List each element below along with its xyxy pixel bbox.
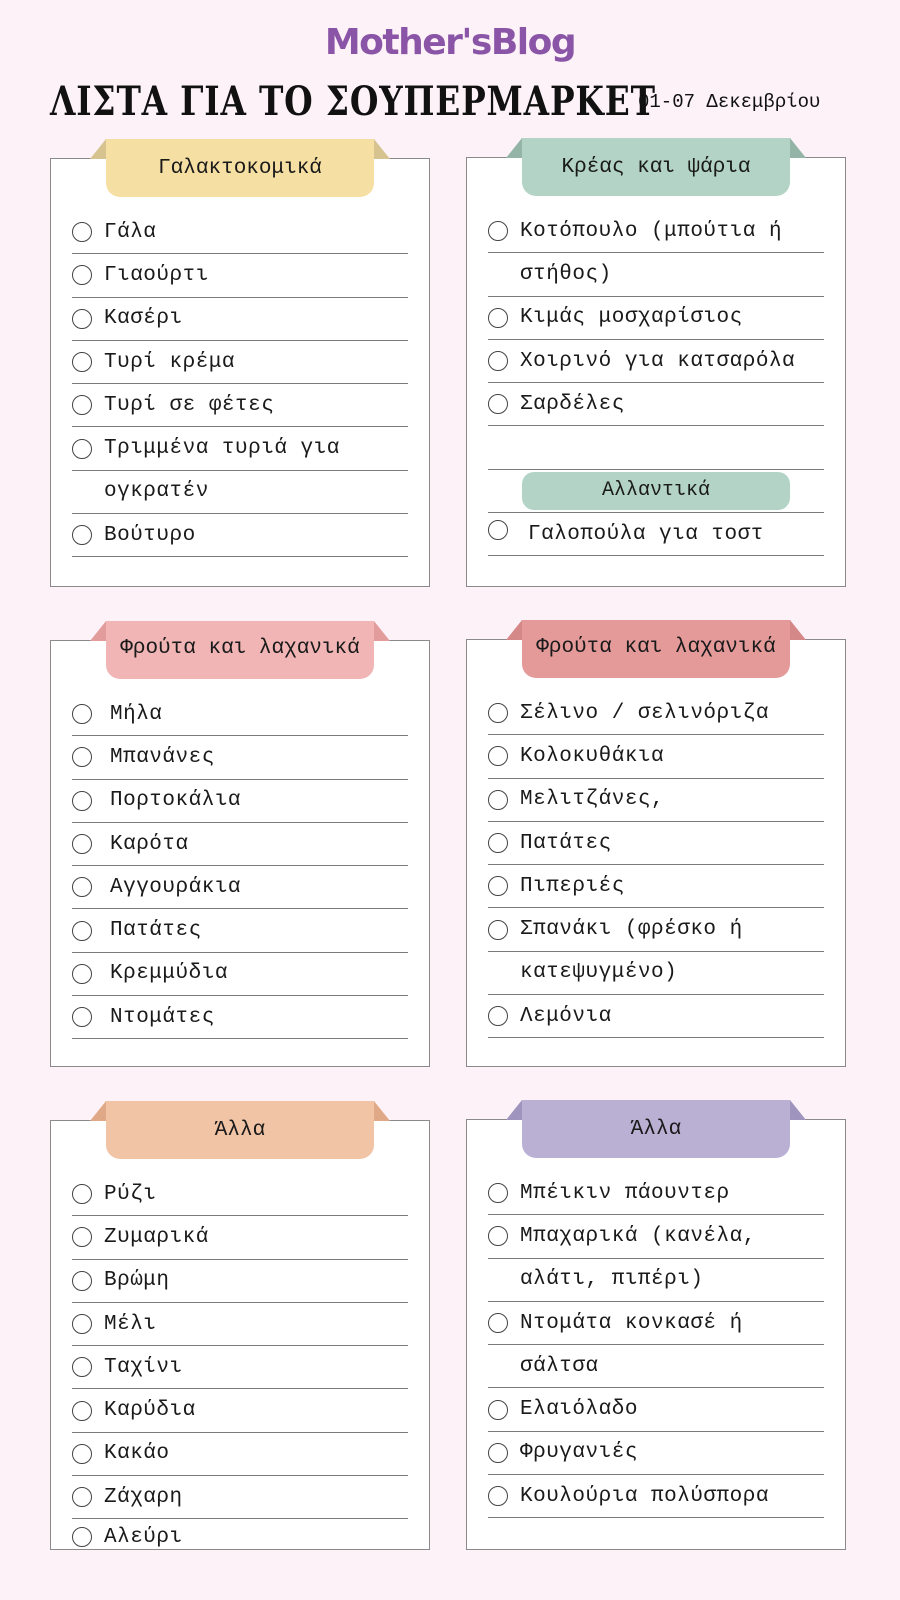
item-label: Κολοκυθάκια [520,744,665,768]
card-title: Γαλακτοκομικά [106,139,374,197]
radio-circle-icon[interactable] [72,309,92,329]
list-item[interactable] [72,823,408,866]
list-item-continuation [488,253,824,296]
radio-circle-icon[interactable] [488,520,508,540]
tab-fold-right [374,139,390,159]
list-item[interactable] [72,1476,408,1519]
list-item[interactable] [72,780,408,823]
tab-fold-left [506,1100,522,1120]
radio-circle-icon[interactable] [72,964,92,984]
item-label: Μελιτζάνες, [520,788,665,812]
item-label: Γαλοπούλα για τοστ [528,522,764,546]
radio-circle-icon[interactable] [488,1183,508,1203]
mothersblog-logo: Mother'sBlog [324,22,576,63]
card-tab [506,138,806,196]
item-label: αλάτι, πιπέρι) [520,1268,704,1292]
radio-circle-icon[interactable] [488,1443,508,1463]
item-label: Τυρί σε φέτες [104,393,275,417]
list-item[interactable] [488,908,824,951]
list-item[interactable] [72,1260,408,1303]
checklist [72,693,408,1039]
radio-circle-icon[interactable] [72,1184,92,1204]
tab-fold-left [90,621,106,641]
radio-circle-icon[interactable] [488,221,508,241]
list-item[interactable] [72,1389,408,1432]
item-label: Τυρί κρέμα [104,350,236,374]
item-label: Κασέρι [104,307,183,331]
card-title: Άλλα [522,1100,790,1158]
radio-circle-icon[interactable] [488,1006,508,1026]
list-item[interactable] [488,779,824,822]
item-label: Καρύδια [104,1399,196,1423]
item-label: Μπαχαρικά (κανέλα, [520,1224,756,1248]
tab-fold-left [90,1101,106,1121]
card-tab [90,139,390,197]
item-label: Μήλα [110,702,163,726]
item-label: κατεψυγμένο) [520,961,678,985]
tab-fold-left [506,620,522,640]
list-item-continuation [488,1345,824,1388]
list-item[interactable] [72,693,408,736]
radio-circle-icon[interactable] [72,1357,92,1377]
list-item[interactable] [488,995,824,1038]
radio-circle-icon[interactable] [72,1487,92,1507]
item-label: Φρυγανιές [520,1441,638,1465]
list-item[interactable] [488,340,824,383]
radio-circle-icon[interactable] [72,352,92,372]
list-item[interactable] [488,1172,824,1215]
list-item[interactable] [72,1173,408,1216]
card-title: Φρούτα και λαχανικά [106,621,374,679]
list-item[interactable] [72,909,408,952]
card-title: Άλλα [106,1101,374,1159]
card-tab [90,621,390,679]
list-item-continuation [72,471,408,514]
item-label: Σπανάκι (φρέσκο ή [520,918,743,942]
list-item[interactable] [72,514,408,557]
radio-circle-icon[interactable] [488,790,508,810]
item-label: Ζάχαρη [104,1485,183,1509]
list-item[interactable] [72,1303,408,1346]
item-label: Κακάο [104,1442,170,1466]
list-item[interactable] [72,384,408,427]
card-fruit-veg-2 [466,636,846,1067]
subsection-header-row [488,470,824,513]
item-label: Χοιρινό για κατσαρόλα [520,349,796,373]
radio-circle-icon[interactable] [488,351,508,371]
item-label: στήθος) [520,262,612,286]
list-item[interactable] [488,865,824,908]
list-item[interactable] [72,1519,408,1555]
item-label: Αλεύρι [104,1525,183,1549]
item-label: Μπανάνες [110,745,215,769]
item-label: ογκρατέν [104,480,209,504]
tab-fold-left [90,139,106,159]
radio-circle-icon[interactable] [488,308,508,328]
item-label: Πατάτες [520,831,612,855]
item-label: Ντομάτες [110,1005,215,1029]
list-item[interactable] [488,822,824,865]
card-tab [90,1101,390,1159]
list-item[interactable] [72,953,408,996]
tab-fold-left [506,138,522,158]
item-label: Σέλινο / σελινόριζα [520,701,769,725]
card-meat-fish [466,157,846,587]
list-item[interactable] [488,1475,824,1518]
radio-circle-icon[interactable] [72,1271,92,1291]
checklist [488,210,824,556]
radio-circle-icon[interactable] [72,1314,92,1334]
radio-circle-icon[interactable] [72,921,92,941]
checklist [72,211,408,557]
item-label: Κοτόπουλο (μπούτια ή [520,219,783,243]
radio-circle-icon[interactable] [488,920,508,940]
radio-circle-icon[interactable] [488,1400,508,1420]
radio-circle-icon[interactable] [488,876,508,896]
item-label: Ζυμαρικά [104,1225,209,1249]
card-other-2 [466,1119,846,1550]
item-label: Πατάτες [110,919,202,943]
card-other-1 [50,1120,430,1550]
item-label: Κρεμμύδια [110,962,228,986]
list-item[interactable] [488,210,824,253]
item-label: Λεμόνια [520,1004,612,1028]
item-label: Γιαούρτι [104,263,209,287]
list-item[interactable] [72,254,408,297]
list-item[interactable] [72,211,408,254]
item-label: Γάλα [104,220,157,244]
list-item[interactable] [72,341,408,384]
radio-circle-icon[interactable] [488,703,508,723]
checklist [488,1172,824,1518]
date-range: 01-07 Δεκεμβρίου [638,91,821,113]
tab-fold-right [790,620,806,640]
item-label: Κιμάς μοσχαρίσιος [520,306,743,330]
radio-circle-icon[interactable] [72,1444,92,1464]
list-item[interactable] [488,1215,824,1258]
item-label: Κουλούρια πολύσπορα [520,1484,769,1508]
item-label: σάλτσα [520,1354,599,1378]
list-item[interactable] [488,513,824,556]
card-tab [506,1100,806,1158]
list-item[interactable] [488,383,824,426]
item-label: Ταχίνι [104,1355,183,1379]
item-label: Πιπεριές [520,874,625,898]
radio-circle-icon[interactable] [488,1313,508,1333]
radio-circle-icon[interactable] [72,877,92,897]
card-fruit-veg-1 [50,637,430,1067]
subsection-title: Αλλαντικά [522,472,790,510]
card-dairy [50,158,430,587]
list-item[interactable] [72,1346,408,1389]
radio-circle-icon[interactable] [72,222,92,242]
tab-fold-right [374,621,390,641]
card-title: Φρούτα και λαχανικά [522,620,790,678]
list-item[interactable] [488,1302,824,1345]
list-item[interactable] [488,1388,824,1431]
item-label: Μπέικιν πάουντερ [520,1181,730,1205]
list-item[interactable] [488,692,824,735]
radio-circle-icon[interactable] [488,1226,508,1246]
radio-circle-icon[interactable] [72,1007,92,1027]
card-title: Κρέας και ψάρια [522,138,790,196]
tab-fold-right [790,138,806,158]
list-item[interactable] [488,735,824,778]
list-item[interactable] [72,298,408,341]
radio-circle-icon[interactable] [72,1227,92,1247]
list-item[interactable] [72,866,408,909]
item-label: Τριμμένα τυριά για [104,437,340,461]
list-item-continuation [488,1259,824,1302]
radio-circle-icon[interactable] [72,747,92,767]
list-item[interactable] [488,297,824,340]
list-item[interactable] [72,996,408,1039]
radio-circle-icon[interactable] [72,265,92,285]
list-item[interactable] [72,736,408,779]
card-tab [506,620,806,678]
tab-fold-right [374,1101,390,1121]
checklist [488,692,824,1038]
radio-circle-icon[interactable] [488,1486,508,1506]
item-label: Ντομάτα κονκασέ ή [520,1311,743,1335]
item-label: Βρώμη [104,1269,170,1293]
radio-circle-icon[interactable] [72,439,92,459]
item-label: Ρύζι [104,1182,157,1206]
list-item-continuation [488,952,824,995]
radio-circle-icon[interactable] [72,1527,92,1547]
list-item[interactable] [72,1433,408,1476]
item-label: Βούτυρο [104,523,196,547]
radio-circle-icon[interactable] [72,525,92,545]
list-item[interactable] [72,427,408,470]
item-label: Αγγουράκια [110,875,242,899]
item-label: Μέλι [104,1312,157,1336]
radio-circle-icon[interactable] [72,395,92,415]
empty-row [488,426,824,469]
radio-circle-icon[interactable] [72,704,92,724]
tab-fold-right [790,1100,806,1120]
radio-circle-icon[interactable] [72,791,92,811]
list-item[interactable] [488,1432,824,1475]
checklist [72,1173,408,1555]
radio-circle-icon[interactable] [488,833,508,853]
item-label: Καρότα [110,832,189,856]
item-label: Πορτοκάλια [110,789,242,813]
radio-circle-icon[interactable] [72,1401,92,1421]
page-title: ΛΙΣΤΑ ΓΙΑ ΤΟ ΣΟΥΠΕΡΜΑΡΚΕΤ [50,78,656,125]
radio-circle-icon[interactable] [72,834,92,854]
list-item[interactable] [72,1216,408,1259]
radio-circle-icon[interactable] [488,746,508,766]
item-label: Ελαιόλαδο [520,1398,638,1422]
radio-circle-icon[interactable] [488,394,508,414]
item-label: Σαρδέλες [520,392,625,416]
